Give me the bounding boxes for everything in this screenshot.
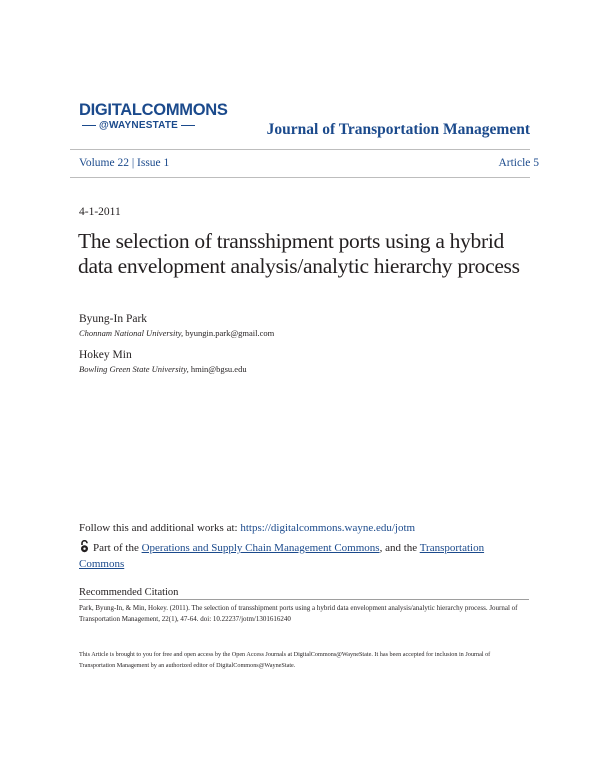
divider-top <box>70 149 530 150</box>
logo-rule-left <box>82 125 96 126</box>
author-name: Byung-In Park <box>79 313 148 325</box>
recommended-citation-heading: Recommended Citation <box>79 587 179 598</box>
breadcrumb-separator: | <box>131 157 135 169</box>
access-notice: This Article is brought to you for free and open access by the Open Access Journals at DigitalCommons@WayneState. It has been accepted for inclusion in Journal of Transportation Management by an authorized editor of DigitalCommons@WayneState. <box>79 651 491 669</box>
part-of-middle: , and the <box>379 542 420 554</box>
citation-divider <box>79 599 529 600</box>
article-title: The selection of transshipment ports using a hybrid data envelopment analysis/analytic hierarchy process <box>78 229 520 278</box>
follow-line <box>79 522 415 534</box>
author-email[interactable]: byungin.park@gmail.com <box>185 328 275 338</box>
affiliation-name: Bowling Green State University <box>79 364 187 374</box>
divider-bottom <box>70 177 530 178</box>
author-affiliation: Bowling Green State University, hmin@bgsu.edu <box>79 364 247 374</box>
part-of-prefix: Part of the <box>93 542 142 554</box>
open-access-icon <box>79 540 90 557</box>
logo-subtitle <box>79 120 221 131</box>
transportation-commons-link[interactable]: Transportation Commons <box>79 542 485 570</box>
digitalcommons-logo[interactable] <box>79 101 228 131</box>
issue-link[interactable]: Issue 1 <box>137 157 170 169</box>
volume-link[interactable]: Volume 22 <box>79 157 129 169</box>
operations-commons-link[interactable]: Operations and Supply Chain Management Commons <box>141 542 380 554</box>
citation-text: Park, Byung-In, & Min, Hokey. (2011). The selection of transshipment ports using a hybrid data envelopment analysis/analytic hierarchy process. Journal of Transportation Management, 22(1), 47-64. doi: 10.22237/jotm/1301616240 <box>79 604 518 623</box>
journal-title-link[interactable]: Journal of Transportation Management <box>266 121 530 138</box>
follow-text: Follow this and additional works at: <box>79 522 241 534</box>
logo-rule-right <box>181 125 195 126</box>
part-of-line <box>79 540 519 571</box>
affiliation-name: Chonnam National University <box>79 328 181 338</box>
logo-wordmark: DIGITALCOMMONS <box>79 101 228 119</box>
author-affiliation: Chonnam National University, byungin.park@gmail.com <box>79 328 275 338</box>
repository-link[interactable]: https://digitalcommons.wayne.edu/jotm <box>240 522 416 534</box>
logo-subtitle-text: @WAYNESTATE <box>99 120 178 131</box>
article-link[interactable]: Article 5 <box>498 157 539 169</box>
publication-date: 4-1-2011 <box>79 206 121 218</box>
author-email[interactable]: hmin@bgsu.edu <box>190 364 247 374</box>
author-name: Hokey Min <box>79 349 132 361</box>
